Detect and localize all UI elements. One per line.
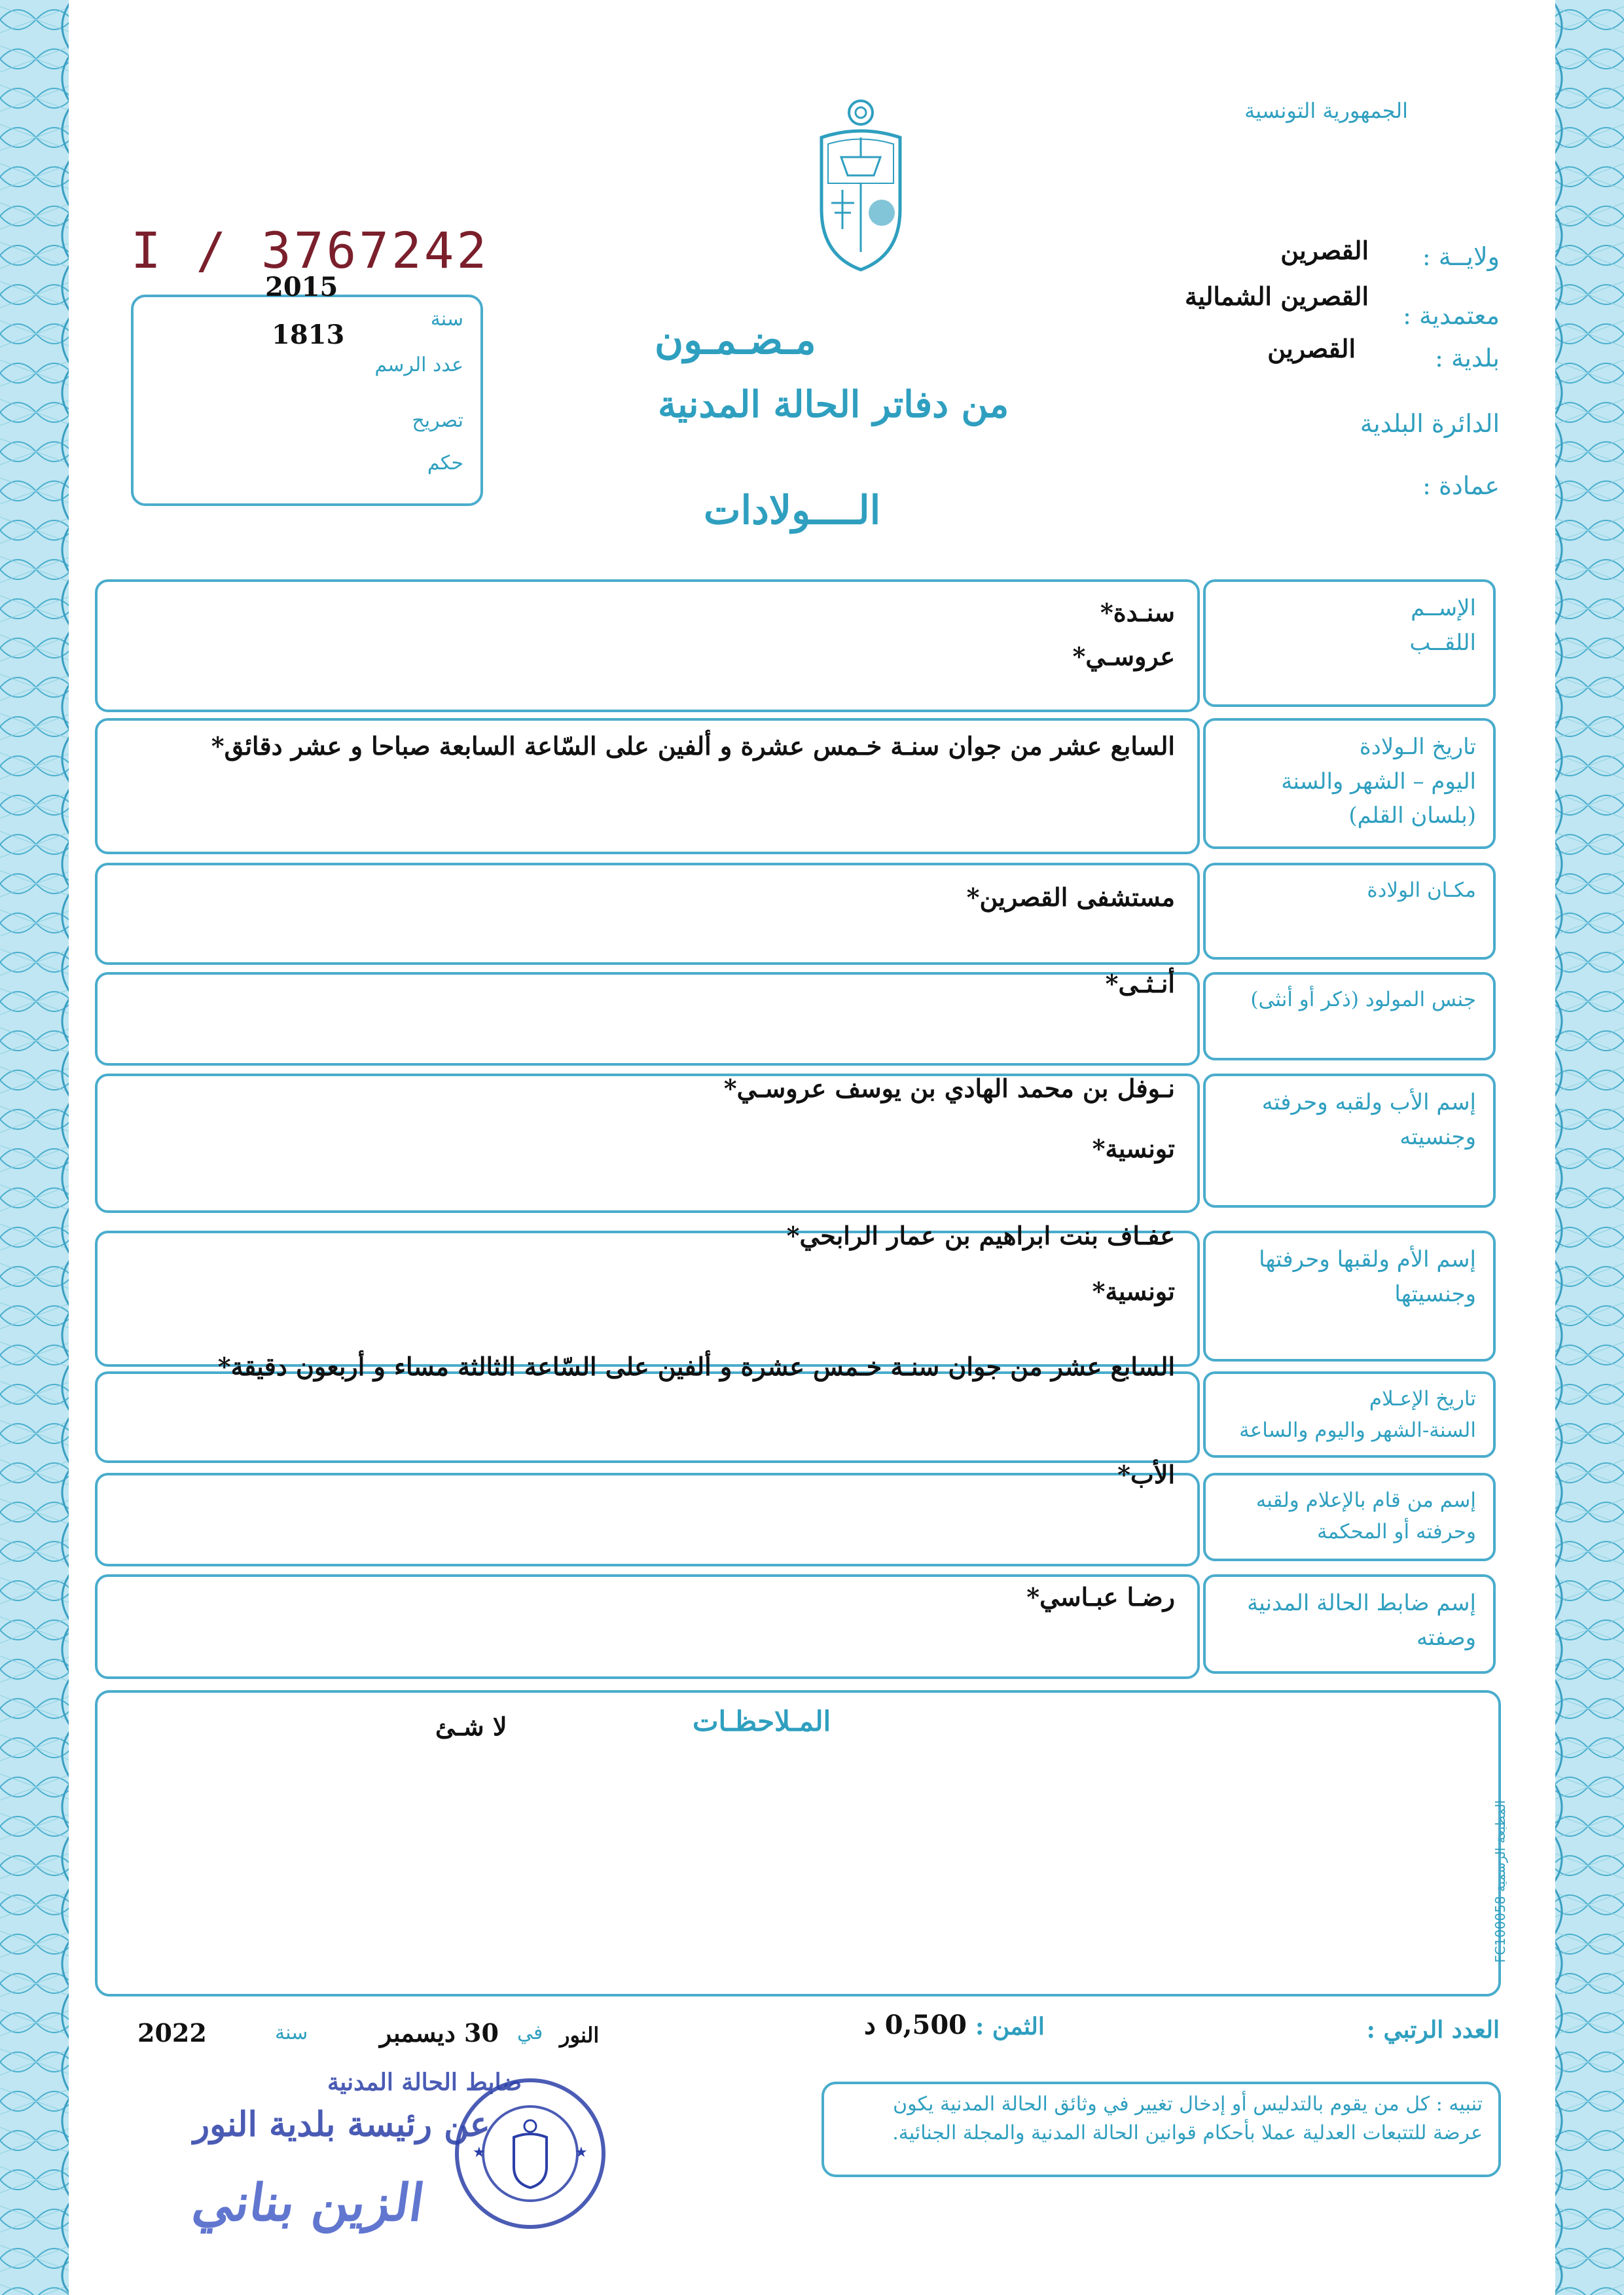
wilaya-label: ولايــة : xyxy=(1422,242,1500,271)
place-value: النور xyxy=(560,2023,600,2048)
signature-line-2: عن رئيسة بلدية النور xyxy=(193,2105,490,2144)
field-value: مستشفى القصرين* xyxy=(966,882,1175,912)
title-civil-registry: من دفاتر الحالة المدنية xyxy=(658,383,1009,426)
field-value: عفـاف بنت ابراهيم بن عمار الرابحي* xyxy=(786,1221,1175,1250)
baladiya-label: بلدية : xyxy=(1435,344,1500,372)
field-value: نـوفل بن محمد الهادي بن يوسف عروسـي* xyxy=(723,1074,1175,1103)
signature-line-3: الزين بناني xyxy=(189,2173,428,2233)
price-value: 0,500 د xyxy=(864,2010,967,2040)
field-value: السابع عشر من جوان سنـة خـمس عشرة و ألفين على السّاعة السابعة صباحا و عشر دقائق* xyxy=(211,731,1175,761)
serial-number: I / 3767242 xyxy=(131,221,490,280)
guilloche-border-left xyxy=(0,0,72,2295)
field-value-box xyxy=(95,1231,1200,1367)
field-value: تونسية* xyxy=(1092,1276,1175,1306)
field-value-box xyxy=(95,863,1200,965)
field-label: إسم ضابط الحالة المدنية وصفته xyxy=(1203,1574,1496,1674)
reference-number-label: عدد الرسم xyxy=(374,353,463,376)
title-madmoun: مـضـمـون xyxy=(655,317,816,363)
date-value: 30 ديسمبر xyxy=(380,2018,499,2048)
field-label: جنس المولود (ذكر أو أنثى) xyxy=(1203,972,1496,1060)
title-births: الــــولادات xyxy=(704,488,881,533)
daira-label: الدائرة البلدية xyxy=(1360,409,1500,438)
signature-line-1: ضابط الحالة المدنية xyxy=(327,2069,522,2096)
field-value: أنـثـى* xyxy=(1105,969,1175,998)
field-label: تاريخ الإعـلام السنة-الشهر واليوم والساعة xyxy=(1203,1371,1496,1458)
judgment-label: حكم xyxy=(427,452,463,475)
field-value-box xyxy=(95,579,1200,712)
republic-title: الجمهورية التونسية xyxy=(1244,98,1408,123)
field-value: الأب* xyxy=(1117,1460,1175,1489)
field-label: إسم من قام بالإعلام ولقبه وحرفته أو المحكمة xyxy=(1203,1473,1496,1561)
reference-year-value: 2015 xyxy=(265,272,338,302)
field-value-box xyxy=(95,1371,1200,1463)
print-code: المطبعة الرسمية FC100058 xyxy=(1492,1800,1508,1963)
field-value: عروسـي* xyxy=(1072,642,1175,671)
mutamadiya-value: القصرين الشمالية xyxy=(1184,281,1369,311)
field-label: الإســم اللقــب xyxy=(1203,579,1496,707)
field-value-box xyxy=(95,972,1200,1066)
field-value-box xyxy=(95,1473,1200,1566)
coat-of-arms-icon xyxy=(802,98,920,275)
field-label: تاريخ الـولادة اليوم – الشهر والسنة (بلسان القلم) xyxy=(1203,718,1496,849)
official-stamp-icon xyxy=(452,2075,609,2232)
imada-label: عمادة : xyxy=(1422,471,1500,500)
wilaya-value: القصرين xyxy=(1280,236,1369,265)
ordinal-number-label: العدد الرتبي : xyxy=(1366,2016,1500,2044)
declaration-label: تصريح xyxy=(412,409,463,432)
warning-text: تنبيه : كل من يقوم بالتدليس أو إدخال تغيير في وثائق الحالة المدنية يكون عرضة للتتبعات العدلية عملا بأحكام قوانين الحالة المدنية والمجلة الجنائية. xyxy=(892,2093,1483,2144)
svg-text:★: ★ xyxy=(473,2144,486,2161)
field-label: إسم الأم ولقبها وحرفتها وجنسيتها xyxy=(1203,1231,1496,1362)
field-value: سنـدة* xyxy=(1100,598,1175,627)
reference-number-value: 1813 xyxy=(272,319,345,350)
notes-value: لا شـئ xyxy=(435,1712,507,1741)
price-label: الثمن : xyxy=(975,2013,1045,2040)
footer-year-label: سنة xyxy=(275,2021,308,2044)
field-label: إسم الأب ولقبه وحرفته وجنسيته xyxy=(1203,1074,1496,1208)
footer-year-value: 2022 xyxy=(137,2018,207,2048)
field-value: رضـا عبـاسي* xyxy=(1026,1582,1175,1612)
field-value: السابع عشر من جوان سنـة خـمس عشرة و ألفين على السّاعة الثالثة مساء و أربعون دقيقة* xyxy=(217,1352,1175,1381)
in-word: في xyxy=(517,2021,543,2044)
svg-text:★: ★ xyxy=(575,2144,588,2161)
notes-label: المـلاحظـات xyxy=(693,1705,831,1737)
guilloche-border-right xyxy=(1552,0,1624,2295)
field-value: تونسية* xyxy=(1092,1134,1175,1163)
baladiya-value: القصرين xyxy=(1267,334,1356,363)
mutamadiya-label: معتمدية : xyxy=(1403,301,1500,330)
field-label: مكـان الولادة xyxy=(1203,863,1496,960)
reference-year-label: سنة xyxy=(430,308,463,331)
